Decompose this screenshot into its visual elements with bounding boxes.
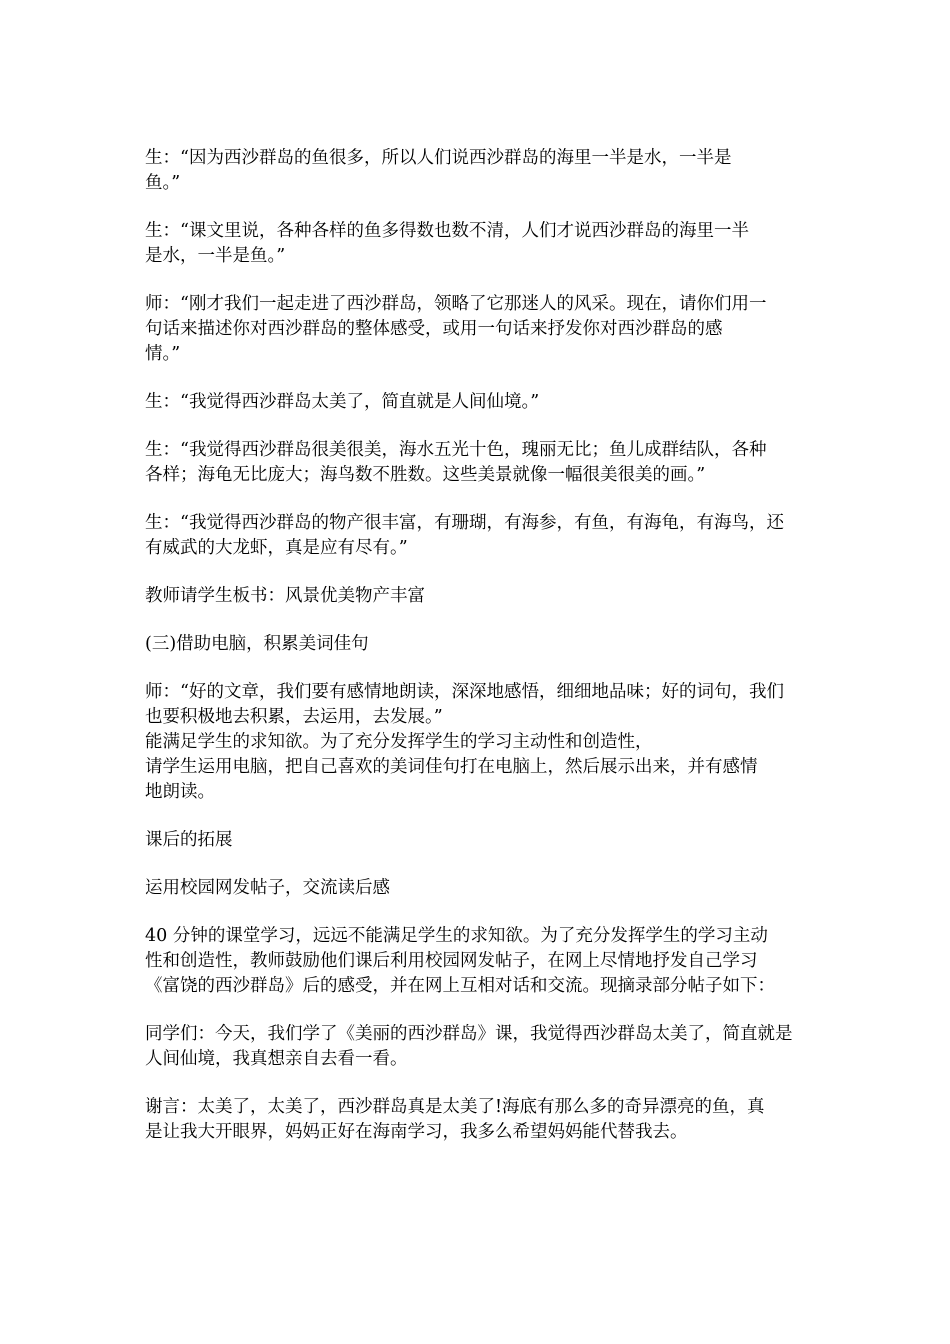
document-body: [145, 146, 810, 1145]
paragraph-6: [145, 511, 810, 561]
text-line: 有威武的大龙虾，真是应有尽有。”: [145, 538, 408, 558]
paragraph-1: [145, 146, 810, 196]
text-line: 是水，一半是鱼。”: [145, 246, 286, 266]
section-heading: [145, 632, 810, 657]
text-line: 是让我大开眼界，妈妈正好在海南学习，我多么希望妈妈能代替我去。: [145, 1122, 688, 1142]
text-line: 师：“好的文章，我们要有感情地朗读，深深地感悟，细细地品味；好的词句，我们: [145, 682, 784, 702]
paragraph-4: [145, 390, 810, 415]
paragraph-11: [145, 876, 810, 901]
paragraph-5: [145, 438, 810, 488]
text-line: 各样；海龟无比庞大；海鸟数不胜数。这些美景就像一幅很美很美的画。”: [145, 465, 706, 485]
text-line: 生：“我觉得西沙群岛的物产很丰富，有珊瑚，有海参，有鱼，有海龟，有海鸟，还: [145, 513, 784, 533]
text-line: 谢言：太美了，太美了，西沙群岛真是太美了!海底有那么多的奇异漂亮的鱼，真: [145, 1097, 765, 1117]
section-heading: [145, 828, 810, 853]
paragraph-14: [145, 1095, 810, 1145]
paragraph-2: [145, 219, 810, 269]
paragraph-12: [145, 924, 810, 999]
text-line: 也要积极地去积累，去运用，去发展。”: [145, 707, 443, 727]
text-line: 师：“刚才我们一起走进了西沙群岛，领略了它那迷人的风采。现在，请你们用一: [145, 294, 767, 314]
text-line: 情。”: [145, 344, 181, 364]
text-line: 生：“我觉得西沙群岛太美了，简直就是人间仙境。”: [145, 392, 540, 412]
text-line: 请学生运用电脑，把自己喜欢的美词佳句打在电脑上，然后展示出来，并有感情: [145, 757, 758, 777]
text-line: 地朗读。: [145, 782, 215, 802]
text-line: 生：“因为西沙群岛的鱼很多，所以人们说西沙群岛的海里一半是水，一半是: [145, 148, 732, 168]
text-line: (三)借助电脑，积累美词佳句: [145, 634, 369, 654]
text-line: 同学们：今天，我们学了《美丽的西沙群岛》课，我觉得西沙群岛太美了，简直就是: [145, 1024, 793, 1044]
text-line: 课后的拓展: [145, 830, 233, 850]
text-line: 性和创造性，教师鼓励他们课后利用校园网发帖子，在网上尽情地抒发自己学习: [145, 951, 758, 971]
text-line: 生：“课文里说，各种各样的鱼多得数也数不清，人们才说西沙群岛的海里一半: [145, 221, 749, 241]
paragraph-9: [145, 680, 810, 805]
text-line: 人间仙境，我真想亲自去看一看。: [145, 1049, 408, 1069]
paragraph-13: [145, 1022, 810, 1072]
text-line: 鱼。”: [145, 173, 181, 193]
text-line: 句话来描述你对西沙群岛的整体感受，或用一句话来抒发你对西沙群岛的感: [145, 319, 723, 339]
text-line: 运用校园网发帖子，交流读后感: [145, 878, 390, 898]
paragraph-3: [145, 292, 810, 367]
text-line: 生：“我觉得西沙群岛很美很美，海水五光十色，瑰丽无比；鱼儿成群结队，各种: [145, 440, 767, 460]
text-line: 《富饶的西沙群岛》后的感受，并在网上互相对话和交流。现摘录部分帖子如下：: [145, 976, 775, 996]
text-line: 40 分钟的课堂学习，远远不能满足学生的求知欲。为了充分发挥学生的学习主动: [145, 926, 768, 946]
text-line: 教师请学生板书：风景优美物产丰富: [145, 586, 425, 606]
paragraph-7: [145, 584, 810, 609]
text-line: 能满足学生的求知欲。为了充分发挥学生的学习主动性和创造性，: [145, 732, 653, 752]
